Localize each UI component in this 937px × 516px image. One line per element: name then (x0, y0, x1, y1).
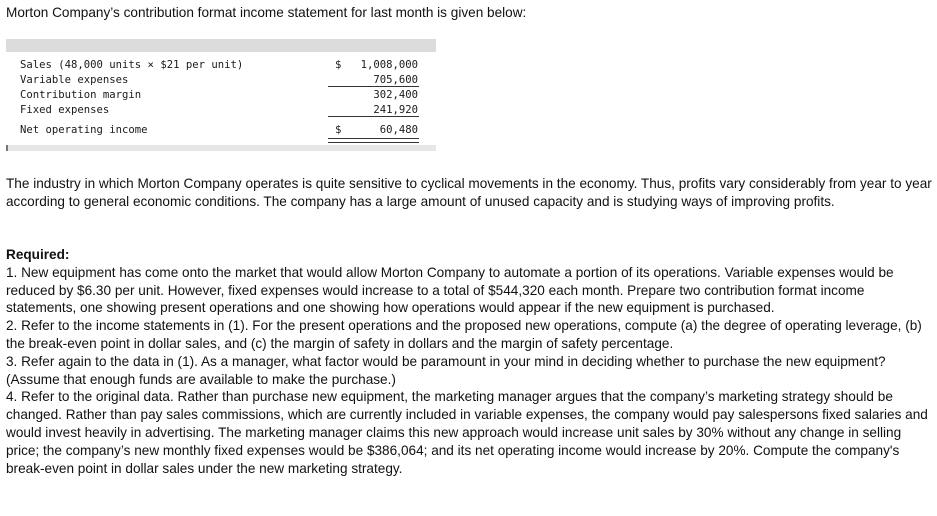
row-dollar-sign: $ (335, 59, 342, 71)
row-label: Sales (48,000 units × $21 per unit) (20, 59, 244, 71)
intro-text: Morton Company’s contribution format income statement for last month is given below: (6, 5, 527, 20)
required-item-4: 4. Refer to the original data. Rather than purchase new equipment, the marketing manager argues that the company’s marketing strategy should be changed. Rather than pay sales commissions, which are currently included in variable expenses, the company would pay salespersons fixed salaries and would invest heavily in advertising. The marketing manager claims this new approach would increase unit sales by 30% without any change in selling price; the company’s new monthly fixed expenses would be $386,064; and its net operating income would increase by 20%. Compute the company's break-even point in dollar sales under the new marketing strategy. (6, 389, 928, 476)
required-item-2: 2. Refer to the income statements in (1). For the present operations and the proposed new operations, compute (a) the degree of operating leverage, (b) the break-even point in dollar sales, and (c) the margin of safety in dollars and the margin of safety percentage. (6, 318, 922, 351)
required-item-1: 1. New equipment has come onto the market that would allow Morton Company to automate a portion of its operations. Variable expenses would be reduced by $6.30 per unit. However, fixed expenses would increase to a total of $544,320 each month. Prepare two contribution format income statements, one showing present operations and one showing how operations would appear if the new equipment is purchased. (6, 264, 894, 316)
row-amount: 60,480 (379, 124, 418, 136)
statement-row-net-operating-income (6, 122, 436, 137)
required-item-3: 3. Refer again to the data in (1). As a manager, what factor would be paramount in your mind in deciding whether to purchase the new equipment? (Assume that enough funds are available to make the purchase.) (6, 353, 886, 387)
required-section (6, 246, 936, 477)
statement-row-variable-expenses (6, 72, 436, 87)
row-amount: 705,600 (373, 74, 418, 86)
statement-row-sales (6, 57, 436, 72)
statement-header-bar (6, 39, 436, 52)
row-amount: 241,920 (373, 104, 418, 116)
statement-row-fixed-expenses (6, 102, 436, 117)
row-label: Net operating income (20, 124, 148, 136)
statement-row-contribution-margin (6, 87, 436, 102)
row-label: Variable expenses (20, 74, 129, 86)
income-statement (6, 39, 436, 151)
required-heading: Required: (6, 247, 70, 262)
row-label: Contribution margin (20, 89, 142, 101)
row-amount: 302,400 (373, 89, 418, 101)
row-amount: 1,008,000 (360, 59, 418, 71)
total-double-rule (328, 138, 419, 143)
row-label: Fixed expenses (20, 104, 110, 116)
statement-footer-bar (6, 145, 436, 151)
subtotal-rule (328, 116, 419, 117)
industry-paragraph: The industry in which Morton Company operates is quite sensitive to cyclical movements in the economy. Thus, profits vary considerably from year to year according to general economic conditions. The company has a large amount of unused capacity and is studying ways of improving profits. (6, 176, 932, 209)
row-dollar-sign: $ (335, 124, 342, 136)
